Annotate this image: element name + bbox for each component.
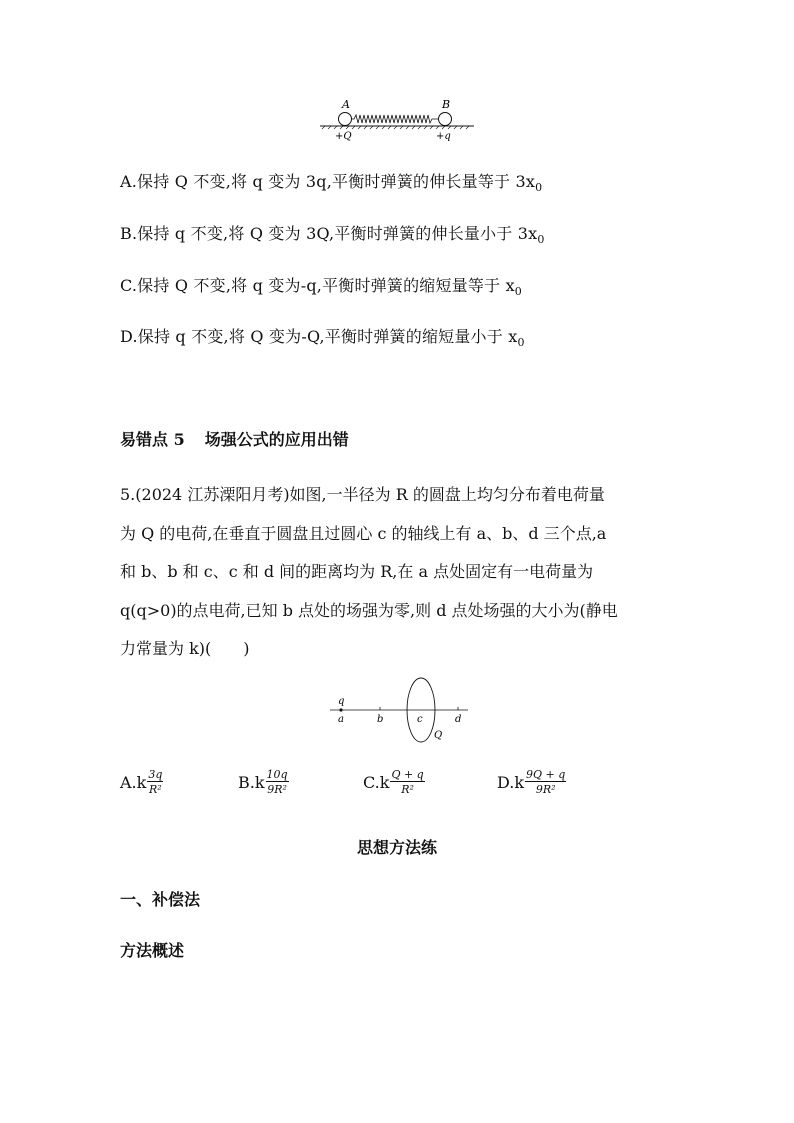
section-heading bbox=[120, 427, 349, 450]
label-b-point: b bbox=[377, 714, 384, 725]
point-q bbox=[339, 708, 342, 711]
answer-c-denominator: R² bbox=[401, 783, 414, 796]
charge-a: +Q bbox=[335, 131, 352, 142]
label-d-point: d bbox=[455, 714, 462, 725]
spring-diagram bbox=[318, 96, 478, 142]
option-c bbox=[120, 273, 522, 298]
option-c-sub: 0 bbox=[514, 285, 522, 299]
label-q: q bbox=[338, 696, 345, 707]
answer-b-label: B.k bbox=[238, 772, 265, 792]
question-line: 和 b、b 和 c、c 和 d 间的距离均为 R,在 a 点处固定有一电荷量为 bbox=[120, 562, 594, 581]
question-5 bbox=[120, 476, 680, 669]
option-b bbox=[120, 221, 545, 246]
option-d-sub: 0 bbox=[517, 336, 525, 350]
answer-c-fraction bbox=[390, 768, 424, 796]
answer-b bbox=[238, 768, 289, 796]
answer-d bbox=[497, 768, 566, 796]
answer-a bbox=[120, 768, 163, 796]
answer-d-fraction bbox=[525, 768, 566, 796]
answer-d-numerator: 9Q + q bbox=[526, 768, 566, 781]
section-title: 场强公式的应用出错 bbox=[204, 430, 349, 449]
question-line: 为 Q 的电荷,在垂直于圆盘且过圆心 c 的轴线上有 a、b、d 三个点,a bbox=[120, 523, 607, 543]
answer-d-label: D.k bbox=[497, 772, 525, 792]
question-line: 力常量为 k)( ) bbox=[120, 639, 250, 658]
option-b-sub: 0 bbox=[537, 233, 545, 247]
method-title: 思想方法练 bbox=[356, 838, 437, 857]
method-overview-heading: 方法概述 bbox=[120, 941, 185, 960]
option-a-sub: 0 bbox=[535, 181, 543, 195]
label-c-point: c bbox=[417, 714, 423, 725]
option-c-text: C.保持 Q 不变,将 q 变为-q,平衡时弹簧的缩短量等于 x bbox=[120, 276, 515, 295]
answer-b-numerator: 10q bbox=[266, 768, 288, 781]
answer-a-numerator: 3q bbox=[148, 768, 163, 781]
answer-a-fraction bbox=[147, 768, 163, 796]
ball-a bbox=[339, 113, 352, 126]
option-d-text: D.保持 q 不变,将 Q 变为-Q,平衡时弹簧的缩短量小于 x bbox=[120, 327, 518, 346]
answer-c-label: C.k bbox=[363, 772, 390, 792]
answer-d-denominator: 9R² bbox=[535, 783, 556, 796]
question-line: 5.(2024 江苏溧阳月考)如图,一半径为 R 的圆盘上均匀分布着电荷量 bbox=[120, 485, 605, 504]
answer-b-denominator: 9R² bbox=[267, 783, 287, 796]
question-line: q(q>0)的点电荷,已知 b 点处的场强为零,则 d 点处场强的大小为(静电 bbox=[120, 600, 618, 620]
charge-b: +q bbox=[436, 131, 451, 142]
answer-c bbox=[363, 768, 425, 796]
label-disk-q: Q bbox=[434, 730, 443, 741]
label-a: A bbox=[342, 98, 350, 111]
answer-b-fraction bbox=[266, 768, 289, 796]
option-a-text: A.保持 Q 不变,将 q 变为 3q,平衡时弹簧的伸长量等于 3x bbox=[120, 172, 536, 191]
section-label: 易错点 5 bbox=[120, 430, 185, 449]
label-b: B bbox=[442, 98, 451, 111]
subsection-heading: 一、补偿法 bbox=[120, 890, 201, 909]
ball-b bbox=[439, 113, 452, 126]
spring bbox=[352, 115, 439, 123]
answer-a-label: A.k bbox=[120, 772, 147, 792]
option-d bbox=[120, 324, 525, 349]
answer-a-denominator: R² bbox=[149, 783, 162, 796]
option-b-text: B.保持 q 不变,将 Q 变为 3Q,平衡时弹簧的伸长量小于 3x bbox=[120, 224, 538, 243]
label-a-point: a bbox=[338, 714, 344, 725]
disk-diagram bbox=[328, 676, 478, 746]
option-a bbox=[120, 169, 542, 194]
answer-c-numerator: Q + q bbox=[391, 768, 424, 781]
